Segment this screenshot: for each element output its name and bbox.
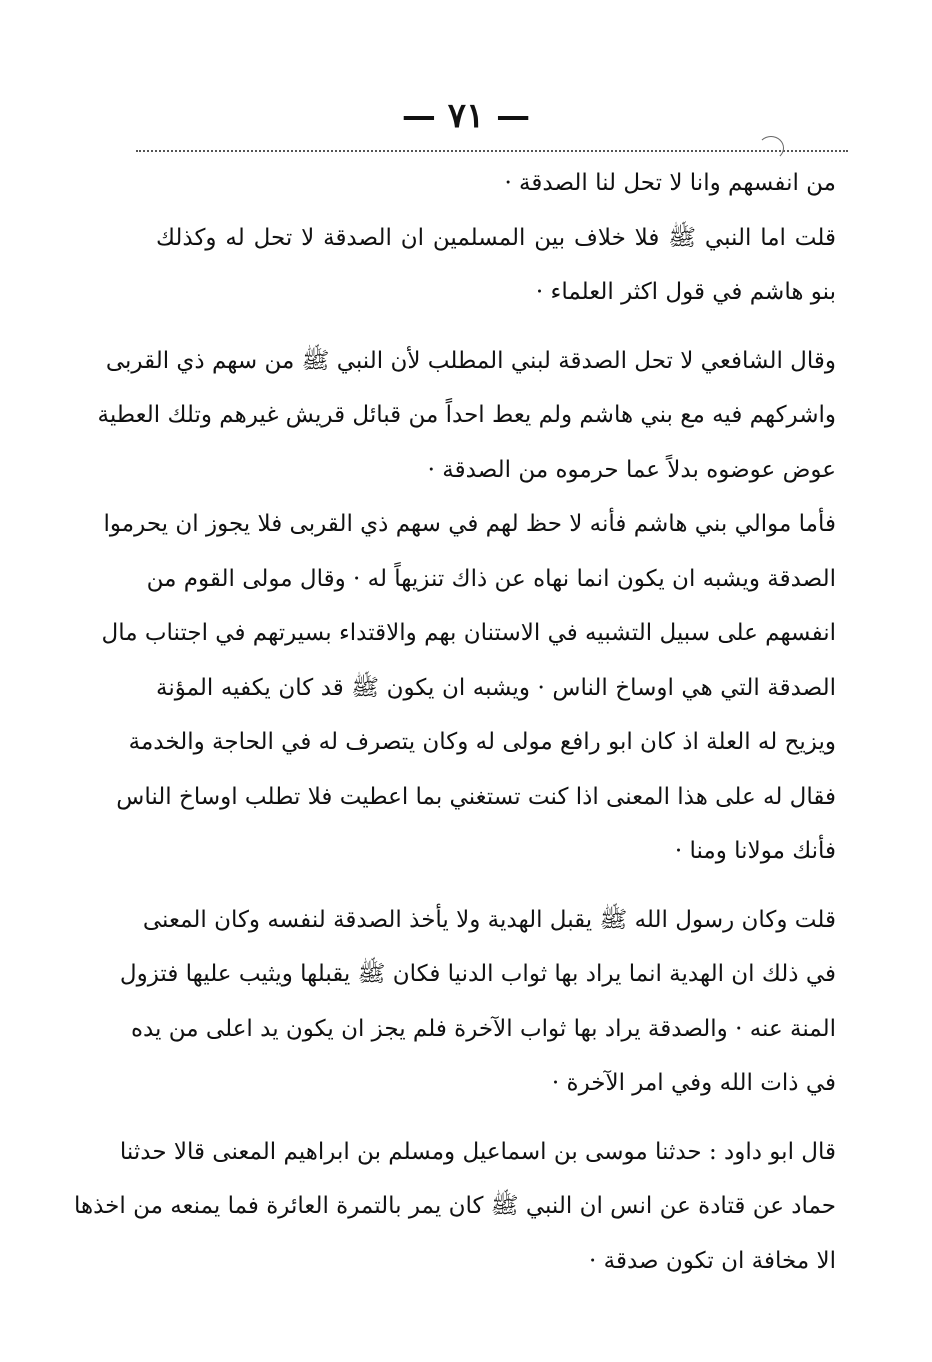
- paragraph-gap: [156, 1111, 836, 1125]
- text-line: قال ابو داود : حدثنا موسى بن اسماعيل ومسلم بن ابراهيم المعنى قالا حدثنا: [119, 1138, 836, 1165]
- text-line: فأما موالي بني هاشم فأنه لا حظ لهم في سهم ذي القربى فلا يجوز ان يحرموا: [103, 511, 836, 537]
- paragraph-gap: [156, 320, 836, 334]
- header-divider: [136, 150, 848, 152]
- text-line: الصدقة التي هي اوساخ الناس · ويشبه ان يكون ﷺ قد كان يكفيه المؤنة: [156, 674, 836, 701]
- text-line: وقال الشافعي لا تحل الصدقة لبني المطلب لأن النبي ﷺ من سهم ذي القربى: [105, 347, 836, 374]
- text-line: في ذلك ان الهدية انما يراد بها ثواب الدنيا فكان ﷺ يقبلها ويثيب عليها فتزول: [119, 961, 836, 987]
- text-line: انفسهم على سبيل التشبيه في الاستنان بهم والاقتداء بسيرتهم في اجتناب مال: [101, 620, 836, 646]
- text-line: في ذات الله وفي امر الآخرة ·: [551, 1070, 836, 1096]
- text-line: واشركهم فيه مع بني هاشم ولم يعط احداً من قبائل قريش غيرهم وتلك العطية: [97, 402, 836, 428]
- page-number: — ٧١ —: [401, 96, 531, 136]
- page-body-text: [73, 156, 836, 1288]
- text-line: من انفسهم وانا لا تحل لنا الصدقة ·: [504, 170, 836, 196]
- text-line: ويزيح له العلة اذ كان ابو رافع مولى له وكان يتصرف له في الحاجة والخدمة: [128, 729, 836, 755]
- text-line: بنو هاشم في قول اكثر العلماء ·: [535, 279, 836, 305]
- paragraph-gap: [156, 879, 836, 893]
- text-line: المنة عنه · والصدقة يراد بها ثواب الآخرة فلم يجز ان يكون يد اعلى من يده: [130, 1015, 836, 1042]
- text-line: حماد عن قتادة عن انس ان النبي ﷺ كان يمر بالتمرة العائرة فما يمنعه من اخذها: [73, 1193, 836, 1219]
- text-line: فأنك مولانا ومنا ·: [674, 838, 836, 864]
- text-line: الصدقة ويشبه ان يكون انما نهاه عن ذاك تنزيهاً له · وقال مولى القوم من: [146, 565, 836, 592]
- text-line: قلت وكان رسول الله ﷺ يقبل الهدية ولا يأخذ الصدقة لنفسه وكان المعنى: [142, 906, 836, 933]
- text-line: فقال له على هذا المعنى اذا كنت تستغني بما اعطيت فلا تطلب اوساخ الناس: [116, 783, 836, 810]
- text-line: الا مخافة ان تكون صدقة ·: [589, 1247, 836, 1274]
- text-line: عوض عوضوه بدلاً عما حرموه من الصدقة ·: [427, 456, 836, 483]
- text-line: قلت اما النبي ﷺ فلا خلاف بين المسلمين ان الصدقة لا تحل له وكذلك: [156, 224, 836, 251]
